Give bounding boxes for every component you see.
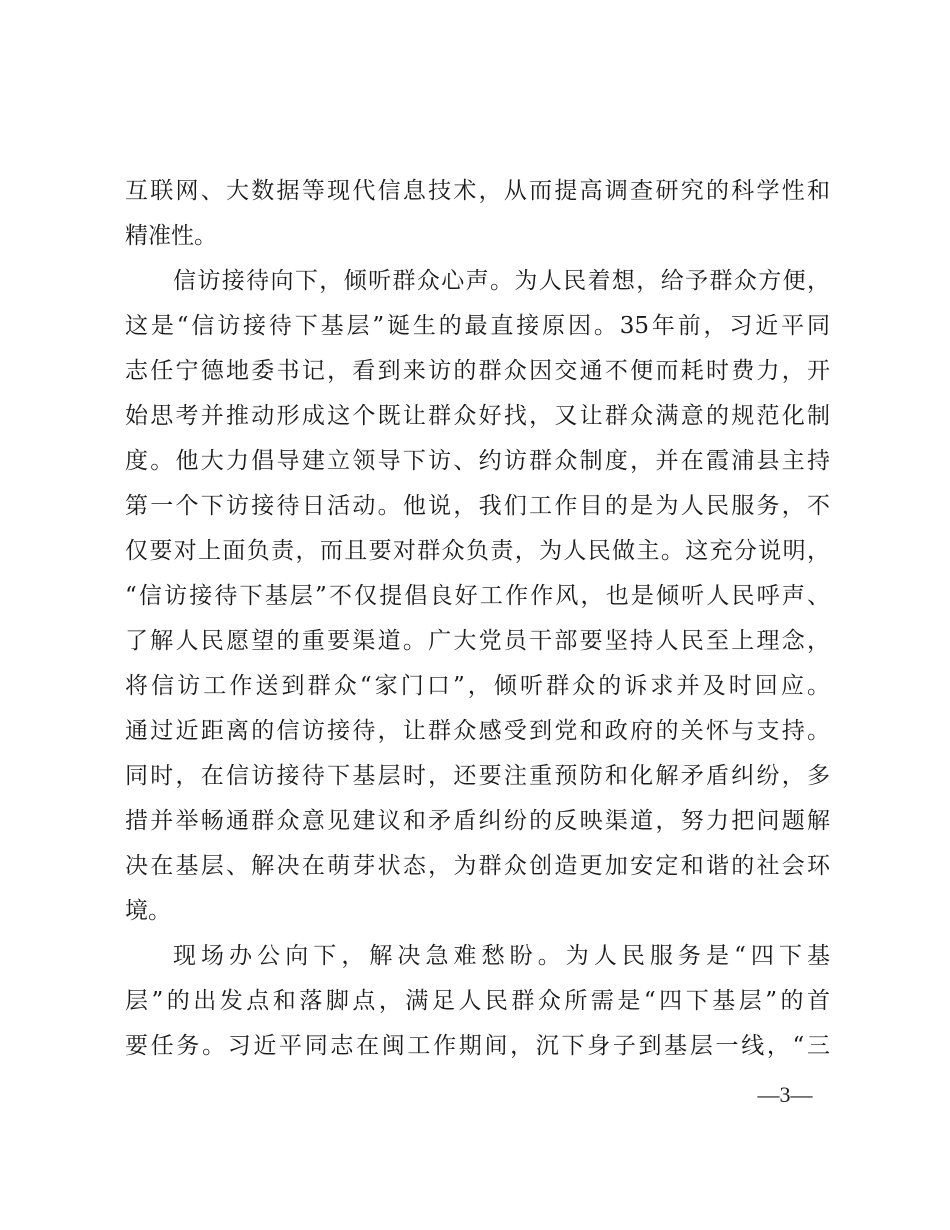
text-line: 第一个下访接待日活动。他说，我们工作目的是为人民服务，不 [125, 493, 830, 519]
text-line: 始思考并推动形成这个既让群众好找，又让群众满意的规范化制 [125, 403, 830, 429]
text-line: 现场办公向下，解决急难愁盼。为人民服务是“四下基 [173, 943, 830, 969]
text-line: 要任务。习近平同志在闽工作期间，沉下身子到基层一线，“三 [125, 1033, 830, 1059]
text-line: 决在基层、解决在萌芽状态，为群众创造更加安定和谐的社会环 [125, 853, 830, 879]
page-number: —3— [757, 1082, 813, 1107]
text-line: 同时，在信访接待下基层时，还要注重预防和化解矛盾纠纷，多 [125, 763, 830, 789]
text-line: 互联网、大数据等现代信息技术，从而提高调查研究的科学性和 [125, 178, 830, 204]
text-line: 将信访工作送到群众“家门口”，倾听群众的诉求并及时回应。 [125, 673, 830, 699]
text-line: 层”的出发点和落脚点，满足人民群众所需是“四下基层”的首 [125, 988, 830, 1014]
text-line: 境。 [125, 898, 171, 924]
text-line: 这是“信访接待下基层”诞生的最直接原因。35年前，习近平同 [125, 313, 830, 339]
text-line: 精准性。 [125, 223, 217, 249]
text-line: 通过近距离的信访接待，让群众感受到党和政府的关怀与支持。 [125, 718, 830, 744]
text-line: 措并举畅通群众意见建议和矛盾纠纷的反映渠道，努力把问题解 [125, 808, 830, 834]
text-line: 信访接待向下，倾听群众心声。为人民着想，给予群众方便， [173, 268, 830, 294]
text-line: “信访接待下基层”不仅提倡良好工作作风，也是倾听人民呼声、 [125, 583, 830, 609]
text-line: 志任宁德地委书记，看到来访的群众因交通不便而耗时费力，开 [125, 358, 830, 384]
text-line: 了解人民愿望的重要渠道。广大党员干部要坚持人民至上理念， [125, 628, 830, 654]
text-line: 度。他大力倡导建立领导下访、约访群众制度，并在霞浦县主持 [125, 448, 830, 474]
text-line: 仅要对上面负责，而且要对群众负责，为人民做主。这充分说明， [125, 538, 830, 564]
